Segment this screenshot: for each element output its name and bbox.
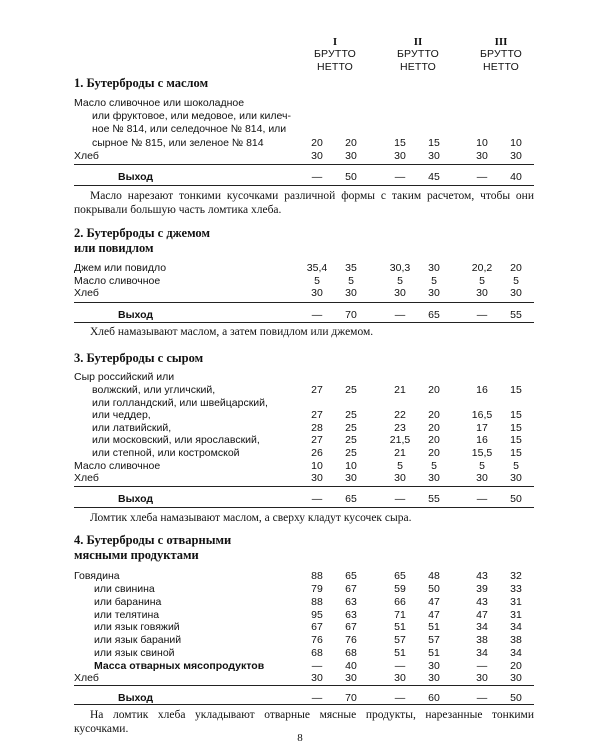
output-row	[0, 171, 600, 184]
output-value: 45	[428, 171, 440, 183]
ingredient-row	[0, 371, 600, 384]
ingredient-label: Хлеб	[74, 672, 99, 684]
ingredient-row	[0, 384, 600, 397]
ingredient-row	[0, 447, 600, 460]
gross-weight: 30	[311, 472, 323, 484]
ingredient-row	[0, 634, 600, 647]
net-weight: 20	[428, 434, 440, 446]
ingredient-row	[0, 262, 600, 275]
ingredient-row	[0, 672, 600, 685]
output-label: Выход	[118, 171, 154, 183]
net-weight: 15	[510, 434, 522, 446]
output-value: —	[394, 309, 406, 321]
ingredient-row	[0, 287, 600, 300]
output-value: —	[476, 692, 488, 704]
gross-weight: 35,4	[306, 262, 328, 274]
net-weight: 67	[345, 621, 357, 633]
net-weight: 67	[345, 583, 357, 595]
net-weight: 25	[345, 422, 357, 434]
gross-weight: —	[311, 660, 323, 672]
ingredient-label: или московский, или ярославский,	[92, 434, 260, 446]
net-weight: 15	[510, 422, 522, 434]
gross-weight: 5	[479, 275, 485, 287]
ingredient-label: или язык бараний	[94, 634, 182, 646]
gross-weight: 15	[394, 137, 406, 149]
net-weight: 30	[428, 262, 440, 274]
gross-weight: 38	[476, 634, 488, 646]
ingredient-label: Джем или повидло	[74, 262, 167, 274]
net-weight: 30	[428, 150, 440, 162]
net-weight: 33	[510, 583, 522, 595]
gross-weight: 30	[476, 472, 488, 484]
ingredient-label: или язык свиной	[94, 647, 175, 659]
net-weight: 47	[428, 609, 440, 621]
rule-line	[74, 322, 534, 323]
output-value: 65	[345, 493, 357, 505]
net-weight: 40	[345, 660, 357, 672]
gross-weight: 21,5	[389, 434, 411, 446]
column-roman: II	[413, 36, 423, 48]
net-weight: 30	[428, 472, 440, 484]
gross-weight: 71	[394, 609, 406, 621]
net-weight: 30	[345, 672, 357, 684]
ingredient-row	[0, 137, 600, 150]
rule-line	[74, 185, 534, 186]
gross-weight: 39	[476, 583, 488, 595]
ingredient-row	[0, 123, 600, 136]
ingredient-row	[0, 409, 600, 422]
ingredient-label: или язык говяжий	[94, 621, 180, 633]
gross-weight: 65	[394, 570, 406, 582]
preparation-note: Хлеб намазывают маслом, а затем повидлом или джемом.	[90, 326, 374, 338]
net-weight: 63	[345, 596, 357, 608]
net-weight: 20	[345, 137, 357, 149]
rule-line	[74, 302, 534, 303]
ingredient-row	[0, 647, 600, 660]
gross-weight: 27	[311, 409, 323, 421]
gross-weight: 30	[394, 287, 406, 299]
gross-weight: 43	[476, 596, 488, 608]
net-weight: 20	[428, 384, 440, 396]
net-weight: 25	[345, 409, 357, 421]
gross-weight: 68	[311, 647, 323, 659]
ingredient-label: Говядина	[74, 570, 120, 582]
gross-weight: 23	[394, 422, 406, 434]
ingredient-label: Сыр российский или	[74, 371, 175, 383]
ingredient-label: Хлеб	[74, 287, 99, 299]
net-weight: 63	[345, 609, 357, 621]
column-roman: I	[332, 36, 338, 48]
net-weight: 5	[513, 460, 519, 472]
section-title: 3. Бутерброды с сыром	[74, 351, 204, 365]
gross-weight: 88	[311, 596, 323, 608]
gross-weight: 20	[311, 137, 323, 149]
ingredient-label: или степной, или костромской	[92, 447, 240, 459]
net-weight: 30	[428, 660, 440, 672]
net-weight: 38	[510, 634, 522, 646]
net-weight: 20	[428, 409, 440, 421]
ingredient-label: сырное № 815, или зеленое № 814	[92, 137, 264, 149]
net-weight: 10	[345, 460, 357, 472]
output-value: —	[311, 692, 323, 704]
net-weight: 20	[428, 422, 440, 434]
gross-weight: 5	[314, 275, 320, 287]
gross-weight: 66	[394, 596, 406, 608]
gross-weight: 30	[394, 150, 406, 162]
gross-weight: 16,5	[471, 409, 493, 421]
gross-weight: 51	[394, 621, 406, 633]
output-value: —	[394, 171, 406, 183]
ingredient-label: или свинина	[94, 583, 155, 595]
gross-weight: 30	[394, 472, 406, 484]
column-subheader: БРУТТО НЕТТО	[313, 48, 357, 73]
ingredient-label: Масло сливочное	[74, 275, 161, 287]
gross-weight: 26	[311, 447, 323, 459]
rule-line	[74, 486, 534, 487]
column-header-2	[383, 36, 453, 74]
gross-weight: 67	[311, 621, 323, 633]
net-weight: 51	[428, 647, 440, 659]
output-value: 55	[428, 493, 440, 505]
ingredient-row	[0, 472, 600, 485]
net-weight: 35	[345, 262, 357, 274]
gross-weight: 30	[311, 150, 323, 162]
gross-weight: 10	[476, 137, 488, 149]
output-value: 65	[428, 309, 440, 321]
gross-weight: 95	[311, 609, 323, 621]
ingredient-row	[0, 150, 600, 163]
output-value: 70	[345, 309, 357, 321]
net-weight: 5	[431, 275, 437, 287]
net-weight: 30	[510, 672, 522, 684]
ingredient-label: или телятина	[94, 609, 160, 621]
net-weight: 34	[510, 621, 522, 633]
ingredient-label: волжский, или угличский,	[92, 384, 216, 396]
gross-weight: 34	[476, 621, 488, 633]
output-value: 40	[510, 171, 522, 183]
net-weight: 30	[345, 287, 357, 299]
column-header-3	[466, 36, 536, 74]
preparation-note: Ломтик хлеба намазывают маслом, а сверху кладут кусочек сыра.	[90, 512, 412, 524]
net-weight: 30	[510, 150, 522, 162]
net-weight: 15	[510, 447, 522, 459]
output-value: 60	[428, 692, 440, 704]
gross-weight: 27	[311, 384, 323, 396]
gross-weight: 43	[476, 570, 488, 582]
net-weight: 50	[428, 583, 440, 595]
net-weight: 15	[428, 137, 440, 149]
ingredient-label: или баранина	[94, 596, 162, 608]
output-value: —	[311, 171, 323, 183]
gross-weight: 30	[476, 150, 488, 162]
ingredient-row	[0, 434, 600, 447]
net-weight: 68	[345, 647, 357, 659]
net-weight: 15	[510, 384, 522, 396]
ingredient-label: Хлеб	[74, 150, 99, 162]
ingredient-row	[0, 97, 600, 110]
gross-weight: 59	[394, 583, 406, 595]
ingredient-label: Хлеб	[74, 472, 99, 484]
ingredient-row	[0, 583, 600, 596]
net-weight: 20	[428, 447, 440, 459]
gross-weight: 5	[397, 460, 403, 472]
net-weight: 76	[345, 634, 357, 646]
output-value: —	[394, 692, 406, 704]
section-title: 1. Бутерброды с маслом	[74, 76, 209, 90]
gross-weight: 34	[476, 647, 488, 659]
gross-weight: 30	[394, 672, 406, 684]
output-value: —	[394, 493, 406, 505]
output-label: Выход	[118, 692, 154, 704]
gross-weight: —	[476, 660, 488, 672]
gross-weight: 17	[476, 422, 488, 434]
column-subheader: БРУТТО НЕТТО	[479, 48, 523, 73]
net-weight: 25	[345, 447, 357, 459]
net-weight: 10	[510, 137, 522, 149]
output-value: 50	[510, 493, 522, 505]
net-weight: 5	[513, 275, 519, 287]
gross-weight: 5	[397, 275, 403, 287]
rule-line	[74, 507, 534, 508]
gross-weight: 15,5	[471, 447, 493, 459]
gross-weight: 5	[479, 460, 485, 472]
gross-weight: 21	[394, 447, 406, 459]
net-weight: 30	[510, 287, 522, 299]
output-value: 50	[510, 692, 522, 704]
net-weight: 65	[345, 570, 357, 582]
net-weight: 47	[428, 596, 440, 608]
ingredient-label: Масло сливочное или шоколадное	[74, 97, 245, 109]
ingredient-row	[0, 621, 600, 634]
gross-weight: 20,2	[471, 262, 493, 274]
column-header-1	[300, 36, 370, 74]
section-title: 2. Бутерброды с джемом или повидлом	[74, 226, 210, 255]
net-weight: 57	[428, 634, 440, 646]
rule-line	[74, 685, 534, 686]
preparation-note: На ломтик хлеба укладывают отварные мясные продукты, нарезанные тонкими кусочками.	[74, 709, 534, 735]
gross-weight: 79	[311, 583, 323, 595]
output-row	[0, 309, 600, 322]
gross-weight: 21	[394, 384, 406, 396]
ingredient-label: или чеддер,	[92, 409, 151, 421]
column-subheader: БРУТТО НЕТТО	[396, 48, 440, 73]
gross-weight: 30	[311, 287, 323, 299]
net-weight: 32	[510, 570, 522, 582]
net-weight: 20	[510, 660, 522, 672]
gross-weight: 10	[311, 460, 323, 472]
output-value: —	[476, 309, 488, 321]
ingredient-row	[0, 570, 600, 583]
ingredient-label: Масло сливочное	[74, 460, 161, 472]
rule-line	[74, 164, 534, 165]
ingredient-label: или фруктовое, или медовое, или килеч-	[92, 110, 291, 122]
net-weight: 30	[428, 287, 440, 299]
net-weight: 5	[431, 460, 437, 472]
output-value: —	[476, 171, 488, 183]
gross-weight: 57	[394, 634, 406, 646]
gross-weight: 88	[311, 570, 323, 582]
net-weight: 5	[348, 275, 354, 287]
gross-weight: 51	[394, 647, 406, 659]
ingredient-label: Масса отварных мясопродуктов	[94, 660, 265, 672]
ingredient-row	[0, 596, 600, 609]
net-weight: 31	[510, 609, 522, 621]
gross-weight: 27	[311, 434, 323, 446]
page-number: 8	[297, 732, 303, 744]
section-title: 4. Бутерброды с отварными мясными продуктами	[74, 533, 232, 562]
rule-line	[74, 704, 534, 705]
output-value: —	[476, 493, 488, 505]
net-weight: 20	[510, 262, 522, 274]
output-value: 70	[345, 692, 357, 704]
output-label: Выход	[118, 309, 154, 321]
gross-weight: 16	[476, 434, 488, 446]
gross-weight: 30	[311, 672, 323, 684]
net-weight: 30	[428, 672, 440, 684]
output-label: Выход	[118, 493, 154, 505]
output-value: 55	[510, 309, 522, 321]
gross-weight: 28	[311, 422, 323, 434]
gross-weight: 47	[476, 609, 488, 621]
output-value: 50	[345, 171, 357, 183]
net-weight: 25	[345, 384, 357, 396]
gross-weight: 30	[476, 672, 488, 684]
net-weight: 30	[345, 472, 357, 484]
ingredient-label: ное № 814, или селедочное № 814, или	[92, 123, 287, 135]
net-weight: 30	[345, 150, 357, 162]
gross-weight: 76	[311, 634, 323, 646]
output-value: —	[311, 309, 323, 321]
net-weight: 48	[428, 570, 440, 582]
net-weight: 30	[510, 472, 522, 484]
gross-weight: 22	[394, 409, 406, 421]
net-weight: 25	[345, 434, 357, 446]
net-weight: 31	[510, 596, 522, 608]
output-value: —	[311, 493, 323, 505]
preparation-note: Масло нарезают тонкими кусочками различной формы с таким расчетом, чтобы они покрывали большую часть ломтика хлеба.	[74, 190, 534, 216]
ingredient-label: или латвийский,	[92, 422, 172, 434]
column-roman: III	[494, 36, 508, 48]
gross-weight: 30	[476, 287, 488, 299]
net-weight: 15	[510, 409, 522, 421]
gross-weight: 30,3	[389, 262, 411, 274]
net-weight: 51	[428, 621, 440, 633]
ingredient-row	[0, 110, 600, 123]
net-weight: 34	[510, 647, 522, 659]
gross-weight: 16	[476, 384, 488, 396]
gross-weight: —	[394, 660, 406, 672]
ingredient-label: или голландский, или швейцарский,	[92, 397, 268, 409]
output-row	[0, 493, 600, 506]
